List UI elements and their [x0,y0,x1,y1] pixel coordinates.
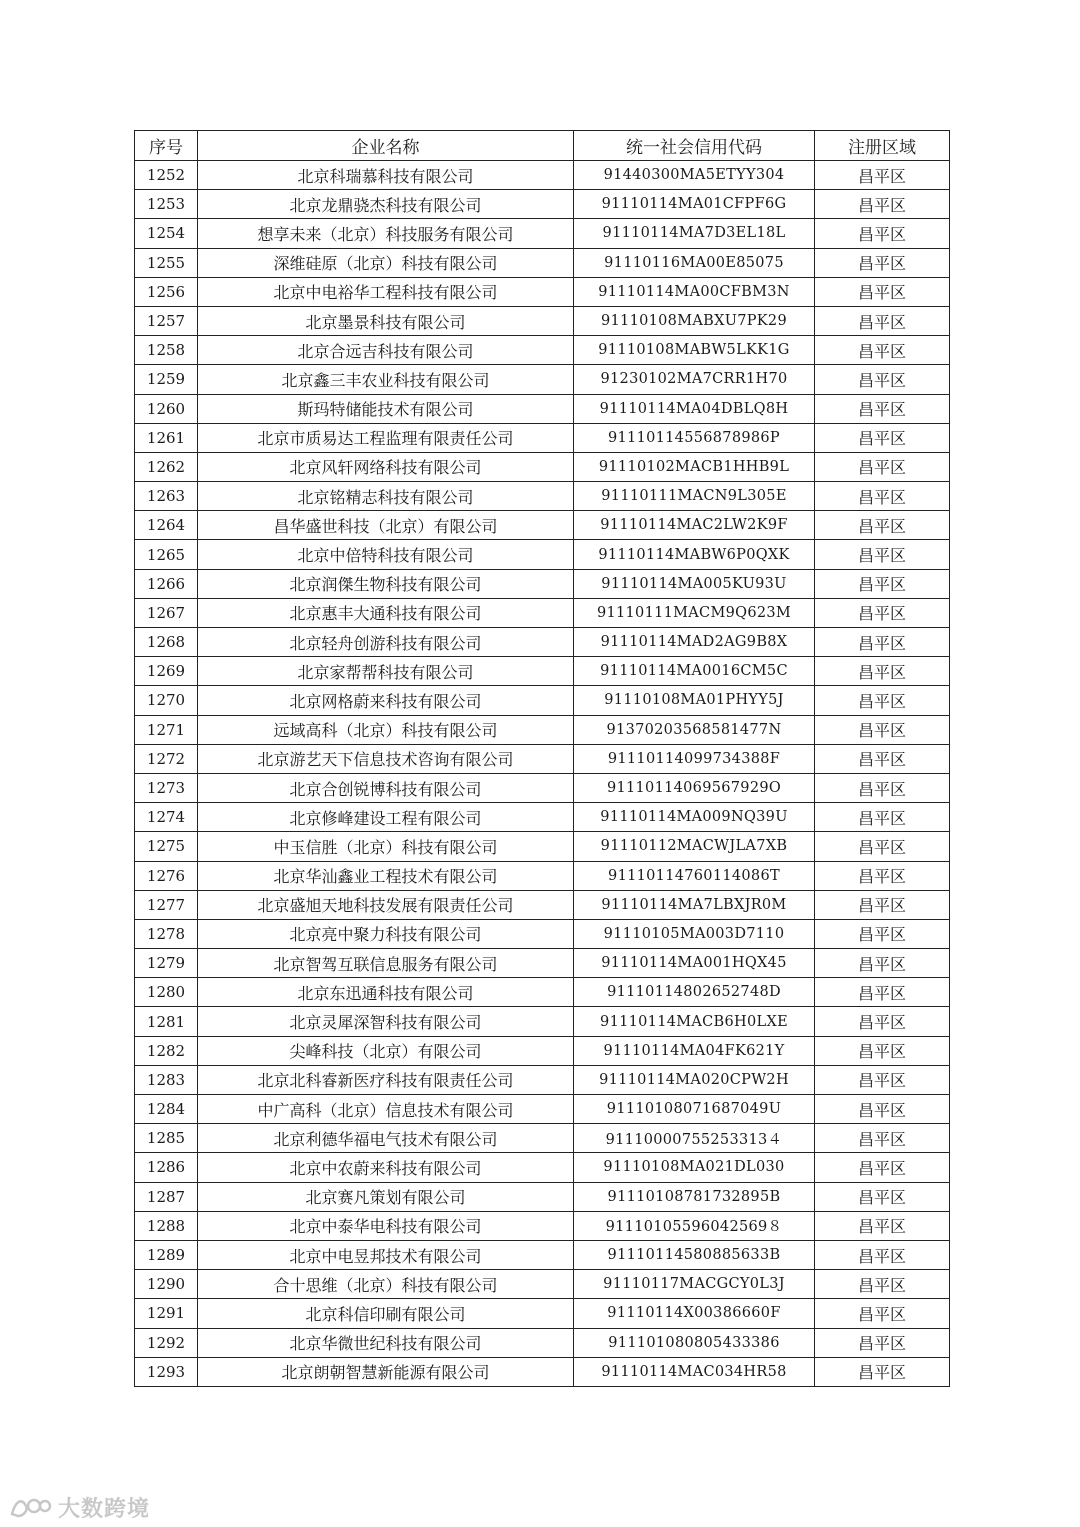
table-row [135,949,950,978]
row-company-name: 北京朗朝智慧新能源有限公司 [198,1357,574,1386]
row-region: 昌平区 [815,1182,950,1211]
row-company-name: 北京润傑生物科技有限公司 [198,569,574,598]
row-region: 昌平区 [815,861,950,890]
row-region: 昌平区 [815,1270,950,1299]
table-row [135,1240,950,1269]
row-region: 昌平区 [815,832,950,861]
table-row [135,452,950,481]
row-company-name: 北京华汕鑫业工程技术有限公司 [198,861,574,890]
table-row [135,161,950,190]
row-credit-code: 91110114MA04DBLQ8H [574,394,815,423]
table-body [135,161,950,1387]
row-credit-code: 91110116MA00E85075 [574,248,815,277]
row-seq: 1270 [135,686,198,715]
table-row [135,190,950,219]
row-seq: 1253 [135,190,198,219]
table-row [135,978,950,1007]
row-company-name: 北京科瑞慕科技有限公司 [198,161,574,190]
row-company-name: 北京中农蔚来科技有限公司 [198,1153,574,1182]
row-credit-code: 91110114556878986P [574,423,815,452]
row-company-name: 想享未来（北京）科技服务有限公司 [198,219,574,248]
row-credit-code: 91110108MABXU7PK29 [574,306,815,335]
row-company-name: 昌华盛世科技（北京）有限公司 [198,511,574,540]
row-company-name: 北京中泰华电科技有限公司 [198,1211,574,1240]
row-company-name: 远域高科（北京）科技有限公司 [198,715,574,744]
logo-mark-icon [8,1492,52,1522]
row-region: 昌平区 [815,1095,950,1124]
row-credit-code: 91110114580885633B [574,1240,815,1269]
row-credit-code: 91110114802652748D [574,978,815,1007]
row-credit-code: 91110114MACB6H0LXE [574,1007,815,1036]
row-seq: 1281 [135,1007,198,1036]
table-row [135,336,950,365]
table-row [135,657,950,686]
row-company-name: 中广高科（北京）信息技术有限公司 [198,1095,574,1124]
row-company-name: 北京灵犀深智科技有限公司 [198,1007,574,1036]
row-company-name: 中玉信胜（北京）科技有限公司 [198,832,574,861]
row-company-name: 北京合远吉科技有限公司 [198,336,574,365]
row-company-name: 北京东迅通科技有限公司 [198,978,574,1007]
row-credit-code: 91110108071687049U [574,1095,815,1124]
row-region: 昌平区 [815,628,950,657]
table-row [135,1153,950,1182]
row-credit-code: 91110108MA021DL030 [574,1153,815,1182]
table-row [135,715,950,744]
row-region: 昌平区 [815,949,950,978]
row-seq: 1261 [135,423,198,452]
row-company-name: 北京华微世纪科技有限公司 [198,1328,574,1357]
watermark [8,1490,150,1524]
row-credit-code: 91110114MA01CFPF6G [574,190,815,219]
row-credit-code: 91110114MA009NQ39U [574,803,815,832]
row-credit-code: 91110117MACGCY0L3J [574,1270,815,1299]
row-seq: 1255 [135,248,198,277]
row-company-name: 北京网格蔚来科技有限公司 [198,686,574,715]
row-credit-code: 91110114MA001HQX45 [574,949,815,978]
table-row [135,1095,950,1124]
table-row [135,1182,950,1211]
row-company-name: 北京惠丰大通科技有限公司 [198,598,574,627]
row-credit-code: 91110114760114086T [574,861,815,890]
row-credit-code: 911101080805433386 [574,1328,815,1357]
row-seq: 1291 [135,1299,198,1328]
row-region: 昌平区 [815,511,950,540]
row-seq: 1274 [135,803,198,832]
row-seq: 1262 [135,452,198,481]
row-region: 昌平区 [815,773,950,802]
row-region: 昌平区 [815,277,950,306]
row-company-name: 北京亮中聚力科技有限公司 [198,919,574,948]
row-credit-code: 91110108MABW5LKK1G [574,336,815,365]
table-row [135,277,950,306]
table-row [135,219,950,248]
row-region: 昌平区 [815,657,950,686]
row-seq: 1282 [135,1036,198,1065]
row-company-name: 北京鑫三丰农业科技有限公司 [198,365,574,394]
row-seq: 1292 [135,1328,198,1357]
row-region: 昌平区 [815,161,950,190]
row-seq: 1269 [135,657,198,686]
row-company-name: 北京墨景科技有限公司 [198,306,574,335]
row-seq: 1266 [135,569,198,598]
row-seq: 1293 [135,1357,198,1386]
table-row [135,365,950,394]
row-credit-code: 91110114MAC034HR58 [574,1357,815,1386]
row-credit-code: 91110102MACB1HHB9L [574,452,815,481]
row-seq: 1288 [135,1211,198,1240]
table-header-row [135,131,950,161]
row-company-name: 北京游艺天下信息技术咨询有限公司 [198,744,574,773]
row-region: 昌平区 [815,1240,950,1269]
table-row [135,832,950,861]
row-company-name: 北京铭精志科技有限公司 [198,482,574,511]
row-credit-code: 91110114MA00CFBM3N [574,277,815,306]
row-credit-code: 91110000755253313４ [574,1124,815,1153]
table-row [135,1036,950,1065]
row-credit-code: 91110108MA01PHYY5J [574,686,815,715]
header-seq: 序号 [135,131,198,161]
row-seq: 1257 [135,306,198,335]
row-company-name: 北京赛凡策划有限公司 [198,1182,574,1211]
row-seq: 1275 [135,832,198,861]
table-row [135,1211,950,1240]
row-credit-code: 91110112MACWJLA7XB [574,832,815,861]
row-credit-code: 91110114X00386660F [574,1299,815,1328]
row-region: 昌平区 [815,598,950,627]
row-region: 昌平区 [815,1328,950,1357]
table-row [135,744,950,773]
row-region: 昌平区 [815,978,950,1007]
header-credit-code: 统一社会信用代码 [574,131,815,161]
table-row [135,511,950,540]
row-company-name: 北京风轩网络科技有限公司 [198,452,574,481]
table-row [135,1124,950,1153]
row-seq: 1259 [135,365,198,394]
row-seq: 1264 [135,511,198,540]
row-region: 昌平区 [815,306,950,335]
row-seq: 1279 [135,949,198,978]
row-region: 昌平区 [815,1153,950,1182]
row-company-name: 北京科信印刷有限公司 [198,1299,574,1328]
table-row [135,686,950,715]
row-company-name: 合十思维（北京）科技有限公司 [198,1270,574,1299]
row-credit-code: 91110111MACM9Q623M [574,598,815,627]
row-credit-code: 91110108781732895B [574,1182,815,1211]
row-credit-code: 91110105MA003D7110 [574,919,815,948]
row-seq: 1276 [135,861,198,890]
row-company-name: 北京家帮帮科技有限公司 [198,657,574,686]
row-seq: 1267 [135,598,198,627]
row-region: 昌平区 [815,919,950,948]
table-row [135,803,950,832]
company-registry-table [134,130,950,1387]
table-row [135,394,950,423]
row-region: 昌平区 [815,890,950,919]
row-region: 昌平区 [815,540,950,569]
row-seq: 1286 [135,1153,198,1182]
table-row [135,540,950,569]
row-credit-code: 91370203568581477N [574,715,815,744]
row-company-name: 北京合创锐博科技有限公司 [198,773,574,802]
table-row [135,1007,950,1036]
table-row [135,1328,950,1357]
row-company-name: 尖峰科技（北京）有限公司 [198,1036,574,1065]
row-company-name: 深维硅原（北京）科技有限公司 [198,248,574,277]
table-row [135,306,950,335]
row-company-name: 北京龙鼎骁杰科技有限公司 [198,190,574,219]
row-seq: 1285 [135,1124,198,1153]
table-row [135,919,950,948]
row-region: 昌平区 [815,452,950,481]
row-region: 昌平区 [815,744,950,773]
row-credit-code: 91110114MA7LBXJR0M [574,890,815,919]
watermark-text: 大数跨境 [58,1496,151,1522]
row-credit-code: 91230102MA7CRR1H70 [574,365,815,394]
table-row [135,1299,950,1328]
row-region: 昌平区 [815,1299,950,1328]
row-region: 昌平区 [815,423,950,452]
row-region: 昌平区 [815,1124,950,1153]
row-region: 昌平区 [815,1065,950,1094]
row-region: 昌平区 [815,1007,950,1036]
row-company-name: 北京修峰建设工程有限公司 [198,803,574,832]
row-seq: 1256 [135,277,198,306]
row-seq: 1289 [135,1240,198,1269]
row-seq: 1273 [135,773,198,802]
table-row [135,569,950,598]
row-region: 昌平区 [815,365,950,394]
row-seq: 1260 [135,394,198,423]
row-region: 昌平区 [815,336,950,365]
row-credit-code: 91110114MA04FK621Y [574,1036,815,1065]
row-region: 昌平区 [815,715,950,744]
table-row [135,1357,950,1386]
table-row [135,628,950,657]
row-seq: 1283 [135,1065,198,1094]
row-credit-code: 91110114099734388F [574,744,815,773]
row-region: 昌平区 [815,190,950,219]
row-seq: 1272 [135,744,198,773]
row-credit-code: 91110114MA020CPW2H [574,1065,815,1094]
row-credit-code: 91440300MA5ETYY304 [574,161,815,190]
row-seq: 1258 [135,336,198,365]
row-region: 昌平区 [815,482,950,511]
row-company-name: 北京中倍特科技有限公司 [198,540,574,569]
row-company-name: 北京北科睿新医疗科技有限责任公司 [198,1065,574,1094]
row-company-name: 北京中电昱邦技术有限公司 [198,1240,574,1269]
row-seq: 1278 [135,919,198,948]
row-company-name: 北京中电裕华工程科技有限公司 [198,277,574,306]
row-region: 昌平区 [815,1357,950,1386]
row-seq: 1277 [135,890,198,919]
row-credit-code: 91110114MABW6P0QXK [574,540,815,569]
row-credit-code: 91110114MA7D3EL18L [574,219,815,248]
row-seq: 1287 [135,1182,198,1211]
row-company-name: 北京盛旭天地科技发展有限责任公司 [198,890,574,919]
table-row [135,598,950,627]
row-region: 昌平区 [815,394,950,423]
row-seq: 1280 [135,978,198,1007]
row-credit-code: 91110114MA005KU93U [574,569,815,598]
row-credit-code: 91110114MAC2LW2K9F [574,511,815,540]
row-region: 昌平区 [815,248,950,277]
row-company-name: 斯玛特储能技术有限公司 [198,394,574,423]
row-seq: 1265 [135,540,198,569]
row-credit-code: 91110114069567929O [574,773,815,802]
row-company-name: 北京市质易达工程监理有限责任公司 [198,423,574,452]
row-region: 昌平区 [815,686,950,715]
row-credit-code: 91110105596042569８ [574,1211,815,1240]
row-seq: 1268 [135,628,198,657]
row-seq: 1263 [135,482,198,511]
row-company-name: 北京利德华福电气技术有限公司 [198,1124,574,1153]
row-company-name: 北京智驾互联信息服务有限公司 [198,949,574,978]
table-row [135,1065,950,1094]
row-seq: 1254 [135,219,198,248]
row-region: 昌平区 [815,569,950,598]
row-region: 昌平区 [815,1211,950,1240]
row-region: 昌平区 [815,1036,950,1065]
table-row [135,248,950,277]
table-row [135,1270,950,1299]
row-credit-code: 91110114MAD2AG9B8X [574,628,815,657]
table-row [135,861,950,890]
row-seq: 1252 [135,161,198,190]
row-seq: 1290 [135,1270,198,1299]
row-credit-code: 91110111MACN9L305E [574,482,815,511]
table-row [135,890,950,919]
row-seq: 1284 [135,1095,198,1124]
row-credit-code: 91110114MA0016CM5C [574,657,815,686]
table-row [135,482,950,511]
row-region: 昌平区 [815,219,950,248]
table-row [135,423,950,452]
row-region: 昌平区 [815,803,950,832]
header-region: 注册区域 [815,131,950,161]
header-company-name: 企业名称 [198,131,574,161]
table-row [135,773,950,802]
row-seq: 1271 [135,715,198,744]
row-company-name: 北京轻舟创游科技有限公司 [198,628,574,657]
